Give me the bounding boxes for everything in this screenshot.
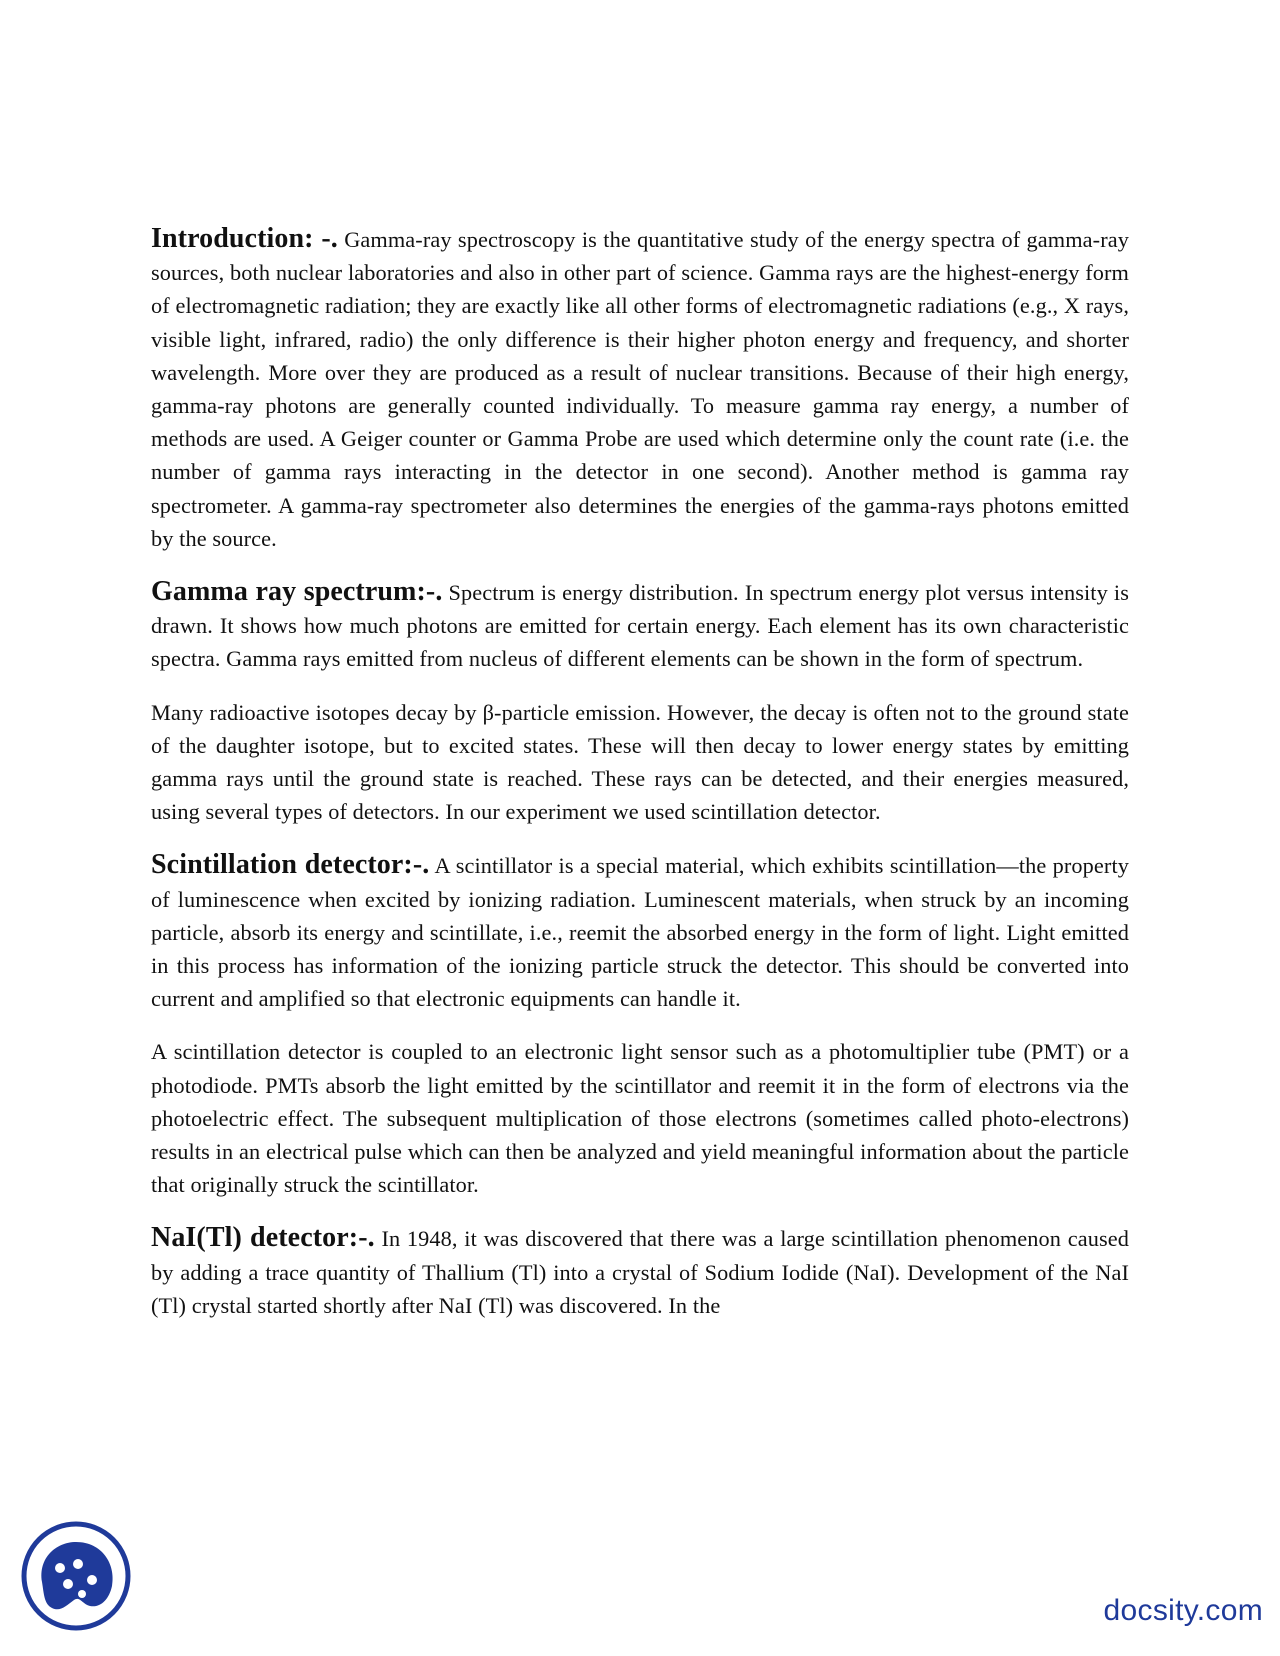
- heading-scintillation-detector: Scintillation detector:-.: [151, 849, 430, 881]
- document-body: [151, 222, 1129, 1342]
- docsity-brand-link[interactable]: docsity.com: [1103, 1594, 1263, 1627]
- heading-gamma-ray-spectrum: Gamma ray spectrum:-.: [151, 576, 443, 608]
- heading-nai-detector: NaI(Tl) detector:-.: [151, 1222, 375, 1254]
- paragraph-pmt: [151, 1035, 1129, 1201]
- paragraph-gamma-ray-spectrum: [151, 575, 1129, 676]
- paragraph-scintillation-detector: [151, 848, 1129, 1015]
- text-pmt: A scintillation detector is coupled to an electronic light sensor such as a photomultiplier tube (PMT) or a photodiode. PMTs absorb the light emitted by the scintillator and reemit it in the form of electrons via the photoelectric effect. The subsequent multiplication of those electrons (sometimes called photo-electrons) results in an electrical pulse which can then be analyzed and yield meaningful information about the particle that originally struck the scintillator.: [151, 1039, 1129, 1198]
- text-nai-detector: In 1948, it was discovered that there was a large scintillation phenomenon caused by adding a trace quantity of Thallium (Tl) into a crystal of Sodium Iodide (NaI). Development of the NaI (Tl) crystal started shortly after NaI (Tl) was discovered. In the: [151, 1226, 1129, 1318]
- text-introduction: Gamma-ray spectroscopy is the quantitative study of the energy spectra of gamma-ray sources, both nuclear laboratories and also in other part of science. Gamma rays are the highest-energy form of electromagnetic radiation; they are exactly like all other forms of electromagnetic radiations (e.g., X rays, visible light, infrared, radio) the only difference is their higher photon energy and frequency, and shorter wavelength. More over they are produced as a result of nuclear transitions. Because of their high energy, gamma-ray photons are generally counted individually. To measure gamma ray energy, a number of methods are used. A Geiger counter or Gamma Probe are used which determine only the count rate (i.e. the number of gamma rays interacting in the detector in one second). Another method is gamma ray spectrometer. A gamma-ray spectrometer also determines the energies of the gamma-rays photons emitted by the source.: [151, 227, 1129, 551]
- text-scintillation-detector: A scintillator is a special material, which exhibits scintillation—the property of luminescence when excited by ionizing radiation. Luminescent materials, when struck by an incoming particle, absorb its energy and scintillate, i.e., reemit the absorbed energy in the form of light. Light emitted in this process has information of the ionizing particle struck the detector. This should be converted into current and amplified so that electronic equipments can handle it.: [151, 853, 1129, 1012]
- paragraph-nai-detector: [151, 1221, 1129, 1322]
- heading-introduction: Introduction: -.: [151, 223, 338, 254]
- paragraph-beta-decay: [151, 696, 1129, 829]
- docsity-logo-icon[interactable]: [20, 1520, 132, 1632]
- paragraph-introduction: [151, 222, 1129, 555]
- text-beta-decay: Many radioactive isotopes decay by β-particle emission. However, the decay is often not to the ground state of the daughter isotope, but to excited states. These will then decay to lower energy states by emitting gamma rays until the ground state is reached. These rays can be detected, and their energies measured, using several types of detectors. In our experiment we used scintillation detector.: [151, 699, 1129, 825]
- text-gamma-ray-spectrum: Spectrum is energy distribution. In spectrum energy plot versus intensity is drawn. It shows how much photons are emitted for certain energy. Each element has its own characteristic spectra. Gamma rays emitted from nucleus of different elements can be shown in the form of spectrum.: [151, 580, 1130, 672]
